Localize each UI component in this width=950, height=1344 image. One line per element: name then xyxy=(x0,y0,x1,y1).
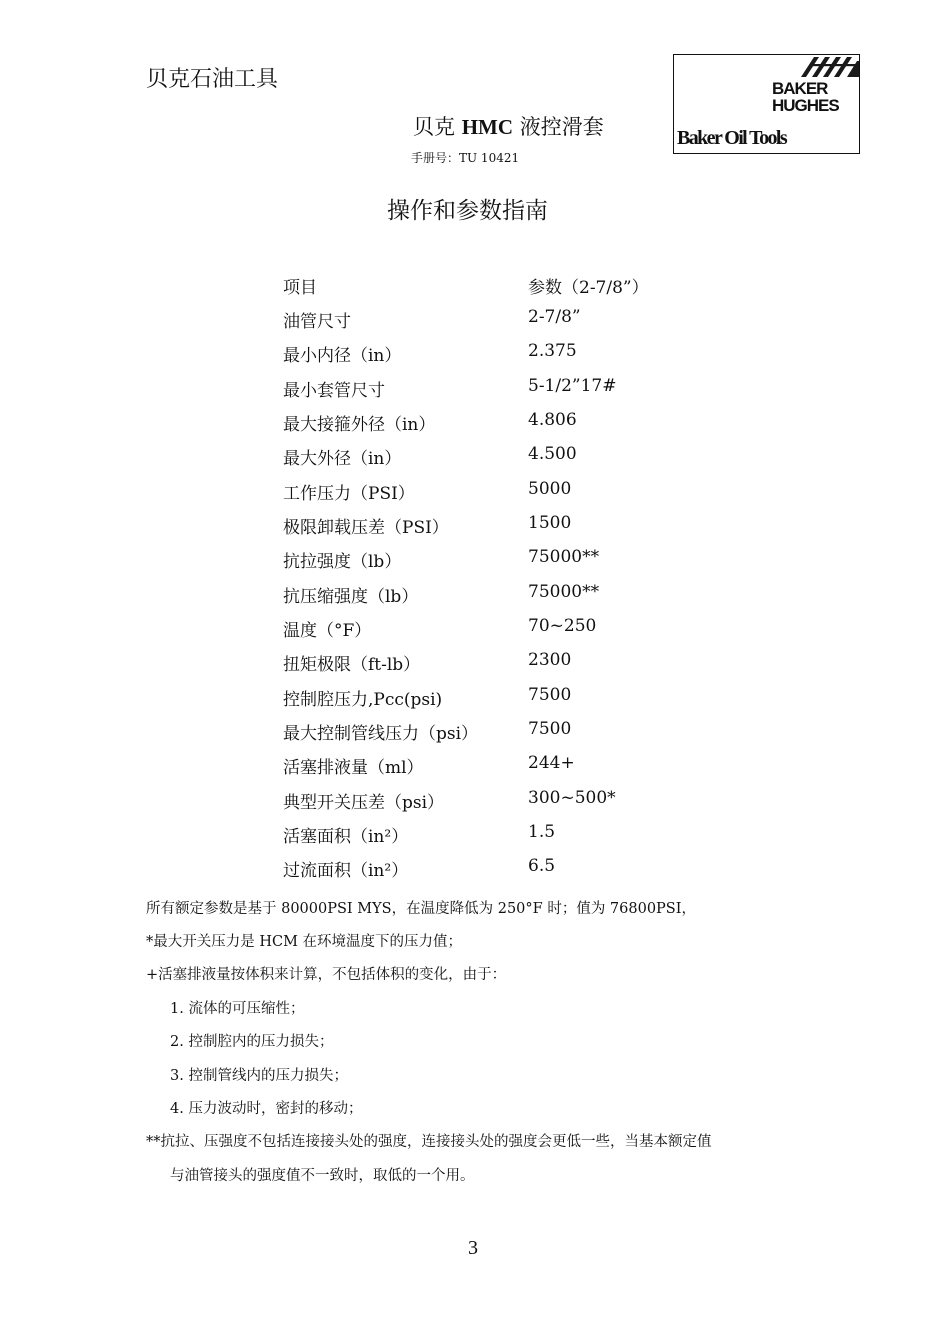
table-row xyxy=(283,822,743,848)
row-item: 油管尺寸 xyxy=(283,312,351,332)
row-value: 6.5 xyxy=(528,856,556,876)
row-item: 活塞面积（in²） xyxy=(283,827,409,847)
row-value: 75000** xyxy=(528,547,600,567)
row-item: 最小内径（in） xyxy=(283,346,402,366)
table-row xyxy=(283,650,743,676)
table-row xyxy=(283,479,743,505)
row-value: 75000** xyxy=(528,582,600,602)
row-item: 温度（°F） xyxy=(283,621,372,641)
row-item: 抗压缩强度（lb） xyxy=(283,587,419,607)
company-name: 贝克石油工具 xyxy=(146,67,279,92)
page-number: 3 xyxy=(468,1237,478,1259)
table-header-row xyxy=(283,273,743,299)
row-item: 工作压力（PSI） xyxy=(283,484,415,504)
row-item: 最大接箍外径（in） xyxy=(283,415,436,435)
table-row xyxy=(283,444,743,470)
row-item: 最小套管尺寸 xyxy=(283,381,385,401)
row-value: 1.5 xyxy=(528,822,556,842)
table-row xyxy=(283,307,743,333)
logo-mark-icon xyxy=(801,57,859,77)
row-item: 过流面积（in²） xyxy=(283,861,409,881)
row-value: 70~250 xyxy=(528,616,597,636)
list-item: 1. 流体的可压缩性； xyxy=(170,1001,305,1017)
row-value: 244+ xyxy=(528,753,575,773)
note-piston-displacement: +活塞排液量按体积来计算，不包括体积的变化，由于： xyxy=(146,967,507,983)
row-item: 扭矩极限（ft-lb） xyxy=(283,655,421,675)
note-strength-line1: **抗拉、压强度不包括连接接头处的强度，连接接头处的强度会更低一些，当基本额定值 xyxy=(146,1134,712,1150)
table-row xyxy=(283,788,743,814)
baker-hughes-logo xyxy=(673,54,860,154)
row-value: 2-7/8” xyxy=(528,307,581,327)
title-prefix: 贝克 xyxy=(413,115,462,139)
row-value: 7500 xyxy=(528,685,572,705)
row-item: 控制腔压力,Pcc(psi) xyxy=(283,690,443,710)
row-value: 7500 xyxy=(528,719,572,739)
table-row xyxy=(283,341,743,367)
table-header-item: 项目 xyxy=(283,278,317,298)
row-value: 300~500* xyxy=(528,788,616,808)
list-item: 3. 控制管线内的压力损失； xyxy=(170,1068,348,1084)
logo-graphic xyxy=(674,55,861,155)
logo-line2: HUGHES xyxy=(772,96,839,115)
table-row xyxy=(283,410,743,436)
row-item: 最大控制管线压力（psi） xyxy=(283,724,479,744)
row-item: 典型开关压差（psi） xyxy=(283,793,445,813)
table-row xyxy=(283,376,743,402)
logo-line1: BAKER xyxy=(772,79,828,98)
row-value: 1500 xyxy=(528,513,572,533)
table-header-value: 参数（2-7/8”） xyxy=(528,278,649,298)
row-value: 4.806 xyxy=(528,410,577,430)
row-item: 最大外径（in） xyxy=(283,449,402,469)
logo-caption: Baker Oil Tools xyxy=(677,127,787,149)
title-model: HMC xyxy=(461,115,514,139)
table-row xyxy=(283,616,743,642)
table-row xyxy=(283,753,743,779)
note-rated-parameters: 所有额定参数是基于 80000PSI MYS，在温度降低为 250°F 时；值为 76800PSI， xyxy=(146,901,696,917)
table-row xyxy=(283,856,743,882)
row-value: 5-1/2”17# xyxy=(528,376,617,396)
row-item: 抗拉强度（lb） xyxy=(283,552,402,572)
table-row xyxy=(283,547,743,573)
table-row xyxy=(283,685,743,711)
row-value: 5000 xyxy=(528,479,572,499)
list-item: 4. 压力波动时，密封的移动； xyxy=(170,1101,363,1117)
table-row xyxy=(283,513,743,539)
note-max-switch-pressure: *最大开关压力是 HCM 在环境温度下的压力值； xyxy=(146,934,463,950)
manual-number: 手册号：TU 10421 xyxy=(411,151,520,165)
title-suffix: 液控滑套 xyxy=(513,115,604,139)
row-value: 4.500 xyxy=(528,444,577,464)
note-strength-line2: 与油管接头的强度值不一致时，取低的一个用。 xyxy=(170,1168,475,1184)
row-item: 活塞排液量（ml） xyxy=(283,758,424,778)
document-title xyxy=(413,111,604,141)
list-item: 2. 控制腔内的压力损失； xyxy=(170,1034,334,1050)
row-value: 2300 xyxy=(528,650,572,670)
row-value: 2.375 xyxy=(528,341,577,361)
table-row xyxy=(283,719,743,745)
row-item: 极限卸载压差（PSI） xyxy=(283,518,449,538)
guide-title: 操作和参数指南 xyxy=(387,198,548,224)
table-row xyxy=(283,582,743,608)
